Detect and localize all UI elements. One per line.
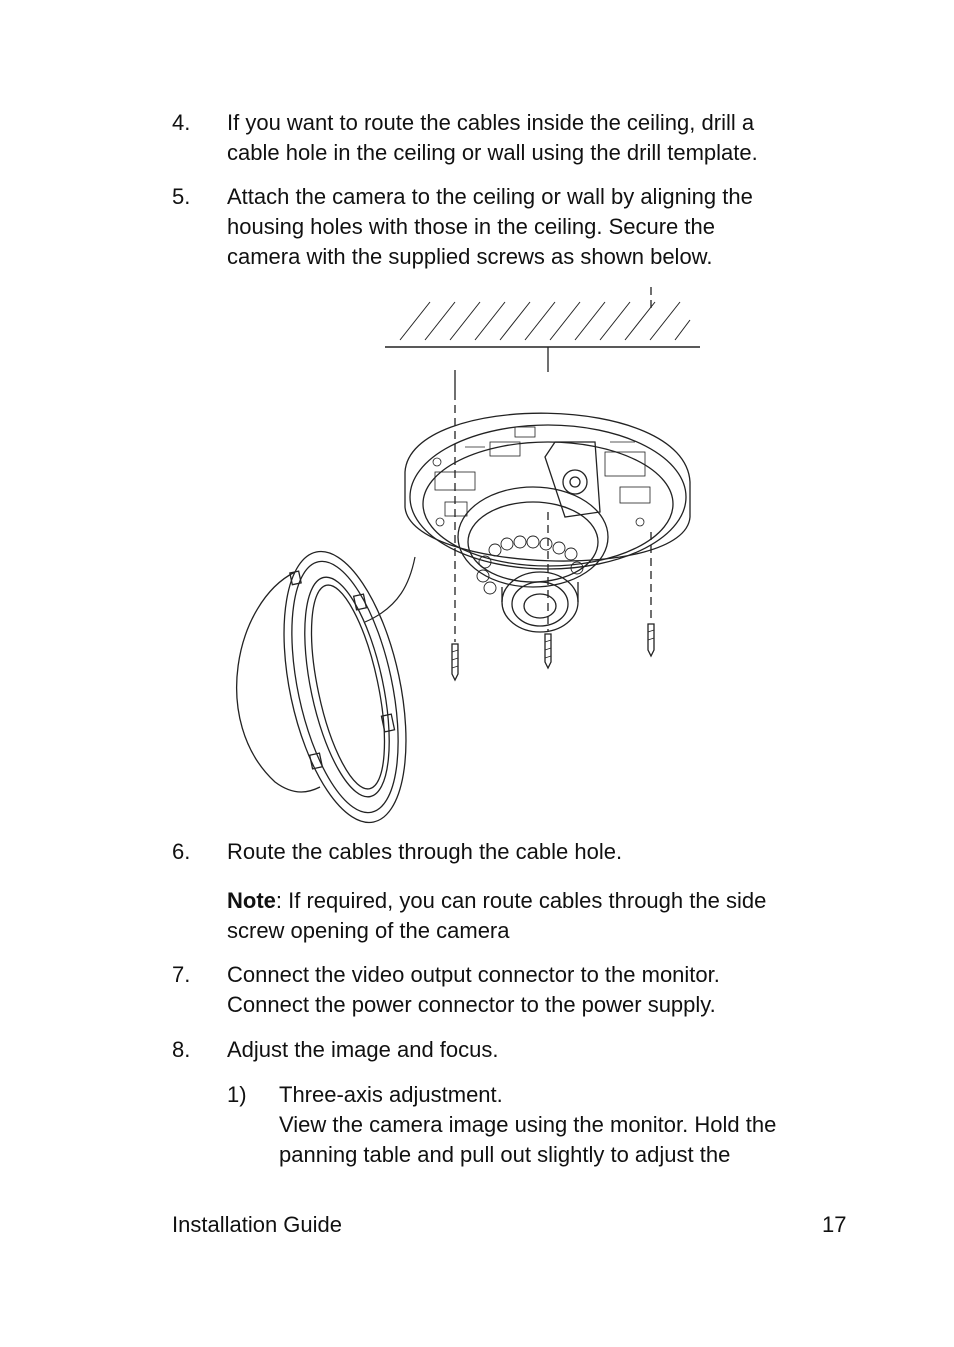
step-5-number: 5. — [172, 184, 191, 209]
note-text: : If required, you can route cables through the side — [275, 888, 767, 913]
step-5-line-2: housing holes with those in the ceiling. Secure the — [227, 214, 715, 239]
substep-1-line-2: View the camera image using the monitor. Hold the — [279, 1112, 777, 1137]
step-7-number: 7. — [172, 962, 191, 987]
note-line-2: screw opening of the camera — [227, 918, 510, 943]
step-7-line-2: Connect the power connector to the power supply. — [227, 992, 716, 1017]
step-7-line-1: Connect the video output connector to the monitor. — [227, 962, 720, 987]
step-4-number: 4. — [172, 110, 191, 135]
substep-1-line-3: panning table and pull out slightly to adjust the — [279, 1142, 731, 1167]
mounting-screws — [452, 392, 654, 680]
step-4-line-2: cable hole in the ceiling or wall using the drill template. — [227, 140, 758, 165]
footer-title: Installation Guide — [172, 1212, 342, 1237]
substep-1-line-1: Three-axis adjustment. — [279, 1082, 503, 1107]
page-number: 17 — [822, 1212, 847, 1237]
step-6-line-1: Route the cables through the cable hole. — [227, 839, 623, 864]
step-8-line-1: Adjust the image and focus. — [227, 1037, 499, 1062]
step-6-number: 6. — [172, 839, 191, 864]
camera-base — [405, 413, 690, 632]
substep-1-number: 1) — [227, 1082, 247, 1107]
note-label: Note — [227, 888, 276, 913]
dome-cover — [237, 541, 428, 827]
camera-mounting-illustration — [215, 282, 715, 827]
step-5-line-3: camera with the supplied screws as shown below. — [227, 244, 713, 269]
safety-wire — [365, 557, 415, 622]
note-line-1 — [227, 886, 766, 916]
step-5-line-1: Attach the camera to the ceiling or wall by aligning the — [227, 184, 753, 209]
ceiling-hatch — [400, 302, 690, 340]
step-4-line-1: If you want to route the cables inside the ceiling, drill a — [227, 110, 755, 135]
step-8-number: 8. — [172, 1037, 191, 1062]
